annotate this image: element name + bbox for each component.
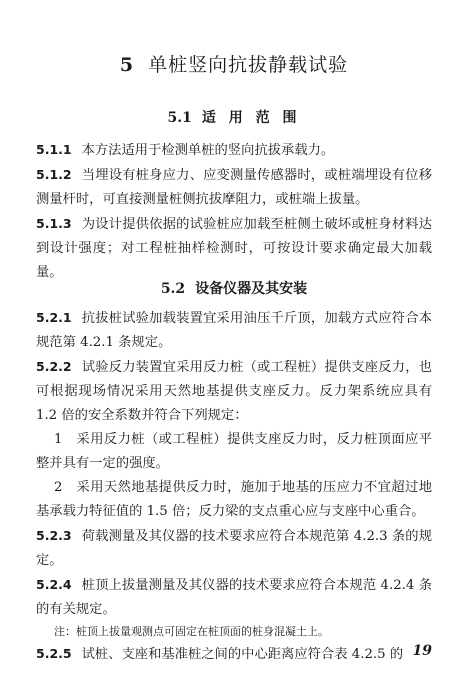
clause-5-2-1 bbox=[36, 306, 432, 355]
section-number: 5.1 bbox=[167, 110, 192, 126]
clause-text: 本方法适用于检测单桩的竖向抗拔承载力。 bbox=[81, 143, 335, 158]
clause-number: 5.2.5 bbox=[36, 646, 72, 661]
clause-5-2-5 bbox=[36, 642, 432, 667]
clause-5-1-1 bbox=[36, 138, 432, 163]
clause-5-1-2 bbox=[36, 163, 432, 212]
item-text: 2 采用天然地基提供反力时，施加于地基的压应力不宜超过地基承载力特征值的 1.5 倍；反力梁的支点重心应与支座中心重合。 bbox=[36, 480, 432, 519]
section-number: 5.2 bbox=[160, 281, 186, 297]
item-text: 1 采用反力桩（或工程桩）提供支座反力时，反力桩顶面应平整并具有一定的强度。 bbox=[36, 432, 432, 471]
section-5-1-body bbox=[36, 138, 432, 285]
clause-number: 5.1.1 bbox=[36, 142, 72, 157]
clause-text: 桩顶上拔量测量及其仪器的技术要求应符合本规范 4.2.4 条的有关规定。 bbox=[36, 578, 432, 617]
section-title-5-1 bbox=[36, 107, 432, 127]
clause-number: 5.2.1 bbox=[36, 310, 72, 325]
chapter-title-text: 单桩竖向抗拔静载试验 bbox=[148, 54, 349, 76]
section-title-text: 设备仪器及其安装 bbox=[195, 281, 308, 297]
chapter-number: 5 bbox=[119, 54, 135, 76]
chapter-title bbox=[36, 50, 432, 77]
clause-number: 5.2.2 bbox=[36, 359, 72, 374]
clause-5-2-2-item-1 bbox=[36, 428, 432, 476]
section-title-text: 适 用 范 围 bbox=[201, 110, 301, 126]
note-text: 注：桩顶上拔量观测点可固定在桩顶面的桩身混凝土上。 bbox=[54, 625, 329, 638]
clause-5-2-2 bbox=[36, 355, 432, 428]
clause-text: 试桩、支座和基准桩之间的中心距离应符合表 4.2.5 的 bbox=[81, 647, 404, 662]
clause-text: 抗拔桩试验加载装置宜采用油压千斤顶，加载方式应符合本规范第 4.2.1 条规定。 bbox=[36, 311, 432, 350]
section-5-2-body bbox=[36, 306, 432, 667]
clause-text: 当埋设有桩身应力、应变测量传感器时，或桩端埋设有位移测量杆时，可直接测量桩侧抗拔摩阻力，或桩端上拔量。 bbox=[36, 168, 432, 207]
clause-number: 5.1.2 bbox=[36, 167, 72, 182]
clause-5-2-3 bbox=[36, 524, 432, 573]
clause-text: 试验反力装置宜采用反力桩（或工程桩）提供支座反力，也可根据现场情况采用天然地基提供支座反力。反力架系统应具有 1.2 倍的安全系数并符合下列规定： bbox=[36, 360, 432, 423]
page-number: 19 bbox=[412, 643, 432, 659]
clause-text: 为设计提供依据的试验桩应加载至桩侧土破坏或桩身材料达到设计强度；对工程桩抽样检测时，可按设计要求确定最大加载量。 bbox=[36, 217, 432, 280]
section-title-5-2 bbox=[36, 278, 432, 298]
clause-number: 5.2.3 bbox=[36, 528, 72, 543]
clause-5-2-4 bbox=[36, 573, 432, 622]
clause-5-2-4-note bbox=[36, 622, 432, 642]
clause-number: 5.2.4 bbox=[36, 577, 72, 592]
document-page bbox=[36, 0, 432, 676]
clause-5-1-3 bbox=[36, 212, 432, 285]
clause-number: 5.1.3 bbox=[36, 216, 72, 231]
clause-text: 荷载测量及其仪器的技术要求应符合本规范第 4.2.3 条的规定。 bbox=[36, 529, 432, 568]
clause-5-2-2-item-2 bbox=[36, 476, 432, 524]
